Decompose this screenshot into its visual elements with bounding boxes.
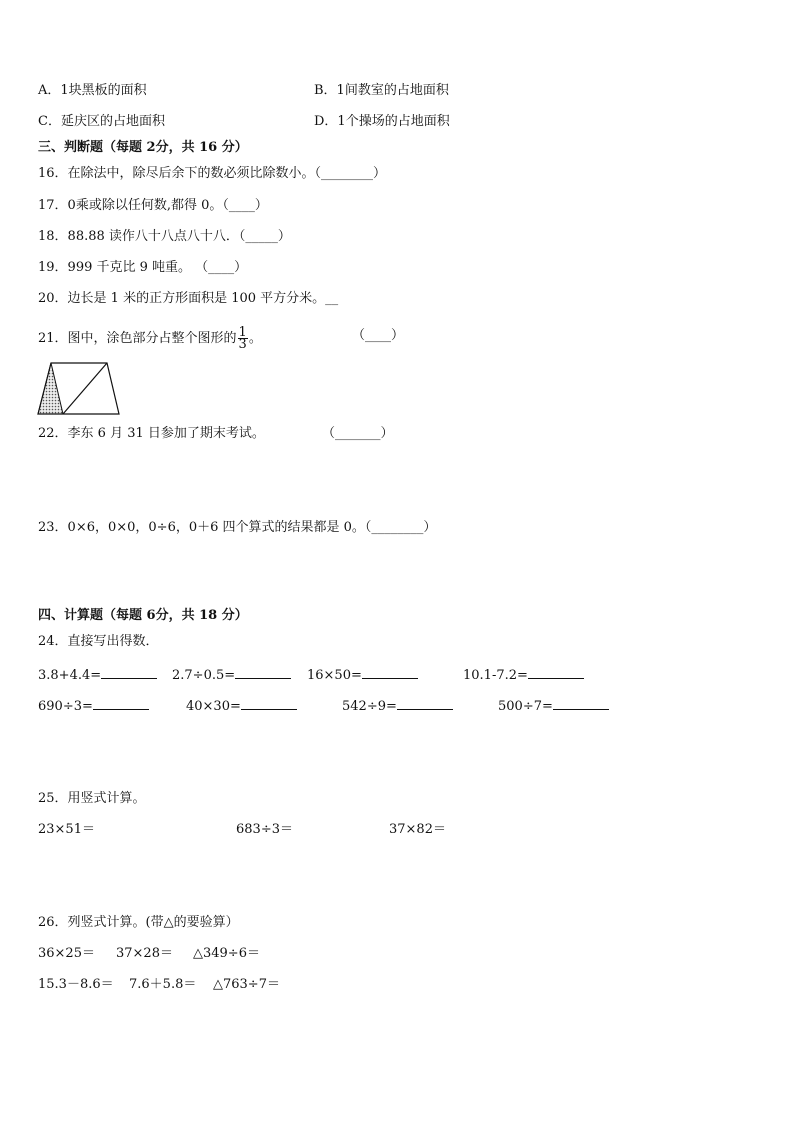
calc-item: 23×51＝: [38, 822, 95, 837]
question-23: 23．0×6，0×0，0÷6，0＋6 四个算式的结果都是 0。（________）: [38, 520, 437, 535]
question-24: 24．直接写出得数．: [38, 634, 159, 649]
calc-item: 36×25＝: [38, 946, 95, 961]
calc-item: △349÷6＝: [193, 946, 260, 961]
option-c: C．延庆区的占地面积: [38, 114, 165, 129]
question-26: 26．列竖式计算。(带△的要验算）: [38, 915, 239, 930]
calc-item: 10.1-7.2=: [463, 666, 584, 685]
calc-item: 16×50=: [307, 666, 418, 685]
question-21-blank: （____）: [352, 328, 405, 343]
calc-item: 542÷9=: [342, 697, 453, 716]
question-21-text: 21．图中，涂色部分占整个图形的: [38, 331, 237, 346]
calc-item: △763÷7＝: [213, 977, 280, 992]
calc-item: 7.6＋5.8＝: [129, 977, 197, 992]
question-18: 18．88.88 读作八十八点八十八．（_____）: [38, 229, 291, 244]
calc-item: 683÷3＝: [236, 822, 293, 837]
calc-item: 500÷7=: [498, 697, 609, 716]
question-19: 19．999 千克比 9 吨重。 （____）: [38, 260, 248, 275]
section4-title: 四、计算题（每题 6分，共 18 分）: [38, 608, 248, 623]
question-16: 16．在除法中，除尽后余下的数必须比除数小。（________）: [38, 166, 387, 181]
question-17: 17．0乘或除以任何数,都得 0。（____）: [38, 198, 268, 213]
question-20: 20．边长是 1 米的正方形面积是 100 平方分米。__: [38, 291, 339, 306]
section3-title: 三、判断题（每题 2分，共 16 分）: [38, 140, 248, 155]
calc-item: 3.8+4.4=: [38, 666, 157, 685]
question-21: [38, 327, 262, 350]
question-21-end: 。: [248, 331, 262, 346]
calc-item: 37×28＝: [116, 946, 173, 961]
trapezoid-figure: [36, 360, 124, 418]
option-d: D．1个操场的占地面积: [314, 114, 450, 129]
fraction-one-third: [238, 327, 248, 350]
option-b: B．1间教室的占地面积: [314, 83, 449, 98]
question-22-blank: （_______）: [322, 426, 394, 441]
fraction-denominator: 3: [238, 337, 247, 352]
option-a: A．1块黑板的面积: [38, 83, 147, 98]
calc-item: 690÷3=: [38, 697, 149, 716]
calc-item: 15.3－8.6＝: [38, 977, 114, 992]
calc-item: 37×82＝: [389, 822, 446, 837]
calc-item: 40×30=: [186, 697, 297, 716]
calc-item: 2.7÷0.5=: [172, 666, 291, 685]
shaded-triangle: [38, 363, 63, 414]
question-25: 25．用竖式计算。: [38, 791, 146, 806]
fraction-numerator: 1: [238, 325, 247, 340]
diagonal-line: [63, 363, 107, 414]
question-22: 22．李东 6 月 31 日参加了期末考试。: [38, 426, 265, 441]
